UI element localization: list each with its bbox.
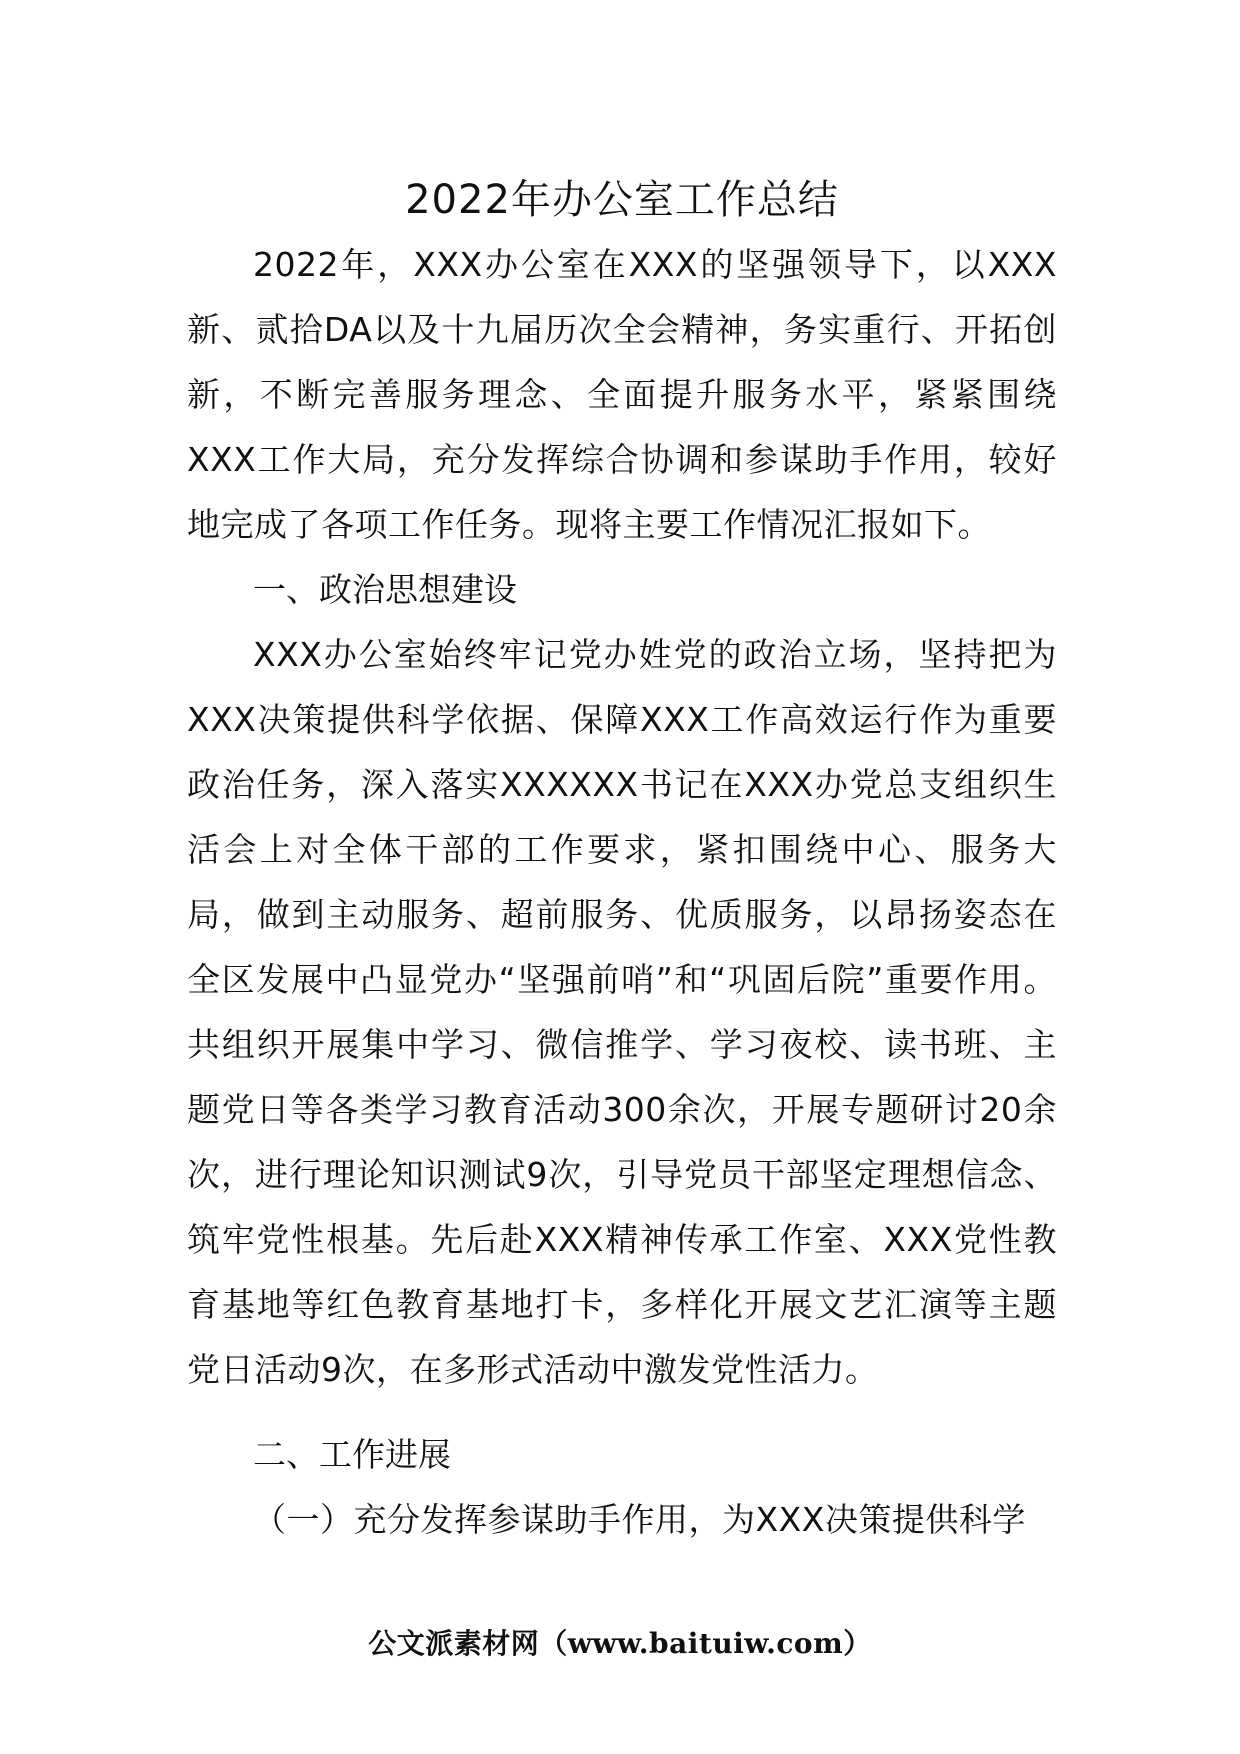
intro-paragraph: 2022年，XXX办公室在XXX的坚强领导下，以XXX新、贰拾DA以及十九届历次全会精神，务实重行、开拓创新，不断完善服务理念、全面提升服务水平，紧紧围绕XXX工作大局，充分发挥综合协调和参谋助手作用，较好地完成了各项工作任务。现将主要工作情况汇报如下。 [187,245,1057,544]
footer-watermark: 公文派素材网（www.baituiw.com） [368,1627,872,1660]
section-paragraph-political: XXX办公室始终牢记党办姓党的政治立场，坚持把为XXX决策提供科学依据、保障XXX工作高效运行作为重要政治任务，深入落实XXXXXX书记在XXX办党总支组织生活会上对全体干部的工作要求，紧扣围绕中心、服务大局，做到主动服务、超前服务、优质服务，以昂扬姿态在全区发展中凸显党办“坚强前哨”和“巩固后院”重要作用。共组织开展集中学习、微信推学、学习夜校、读书班、主题党日等各类学习教育活动300余次，开展专题研讨20余次，进行理论知识测试9次，引导党员干部坚定理想信念、筑牢党性根基。先后赴XXX精神传承工作室、XXX党性教育基地等红色教育基地打卡，多样化开展文艺汇演等主题党日活动9次，在多形式活动中激发党性活力。 [187,635,1057,1389]
document-title: 2022年办公室工作总结 [405,177,839,223]
section-heading-progress: 二、工作进展 [253,1435,451,1474]
section-heading-political: 一、政治思想建设 [253,570,517,609]
document-body [187,168,1057,1552]
subsection-heading-advisory: （一）充分发挥参谋助手作用，为XXX决策提供科学 [253,1500,1026,1539]
